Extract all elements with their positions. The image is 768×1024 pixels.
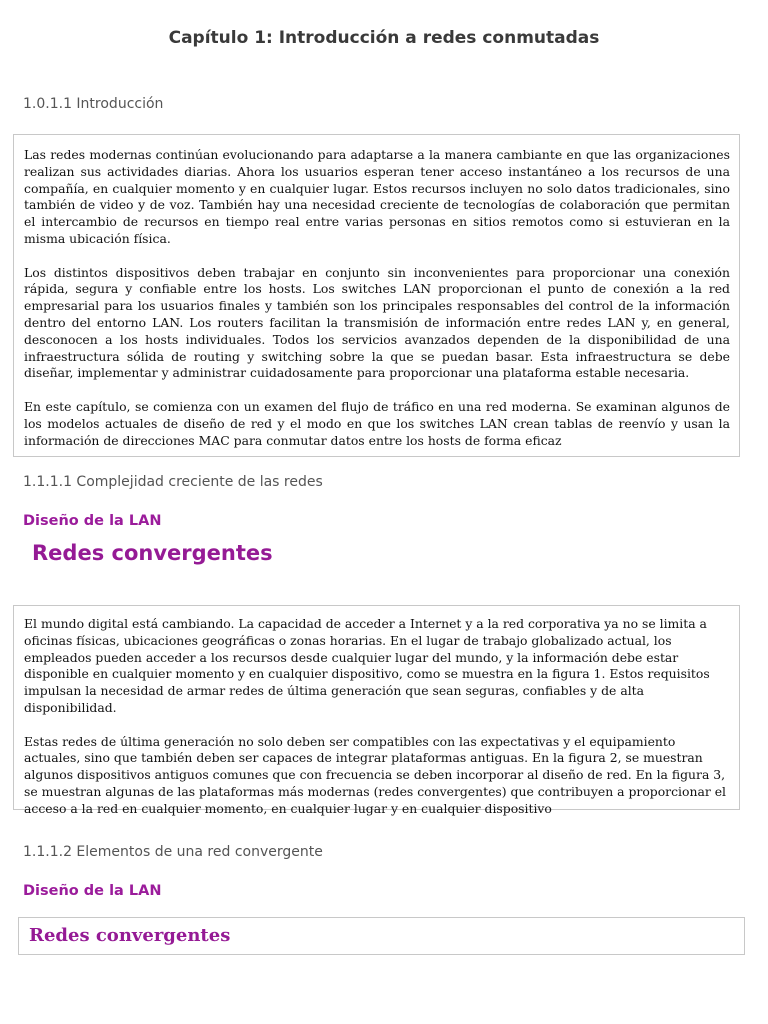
lan-design-label-2: Diseño de la LAN xyxy=(23,883,162,899)
chapter-title: Capítulo 1: Introducción a redes conmutadas xyxy=(168,28,600,48)
elements-heading: 1.1.1.2 Elementos de una red convergente xyxy=(23,844,323,860)
intro-paragraph-3: En este capítulo, se comienza con un examen del flujo de tráfico en una red moderna. Se examinan algunos de los modelos actuales de diseño de red y el modo en que los switches LAN crean tablas de reenvío y usan la información de direcciones MAC para conmutar datos entre los hosts de forma eficaz xyxy=(24,398,730,448)
converged-networks-title-2: Redes convergentes xyxy=(29,925,231,946)
intro-text-box xyxy=(13,134,740,457)
converged-paragraph-2: Estas redes de última generación no solo deben ser compatibles con las expectativas y el equipamiento actuales, sino que también deben ser capaces de integrar plataformas antiguas. En la figura 2, se muestran algunos dispositivos antiguos comunes que con frecuencia se deben incorporar al diseño de red. En la figura 3, se muestran algunas de las plataformas más modernas (redes convergentes) que contribuyen a proporcionar el acceso a la red en cualquier momento, en cualquier lugar y en cualquier dispositivo xyxy=(24,733,726,816)
intro-paragraph-2: Los distintos dispositivos deben trabajar en conjunto sin inconvenientes para proporcionar una conexión rápida, segura y confiable entre los hosts. Los switches LAN proporcionan el punto de conexión a la red empresarial para los usuarios finales y también son los principales responsables del control de la información dentro del entorno LAN. Los routers facilitan la transmisión de información entre redes LAN y, en general, desconocen a los hosts individuales. Todos los servicios avanzados dependen de la disponibilidad de una infraestructura sólida de routing y switching sobre la que se puedan basar. Esta infraestructura se debe diseñar, implementar y administrar cuidadosamente para proporcionar una plataforma estable necesaria. xyxy=(24,264,730,381)
converged-networks-heading-box xyxy=(18,917,745,955)
lan-design-label: Diseño de la LAN xyxy=(23,513,162,529)
converged-text-box xyxy=(13,605,740,816)
converged-paragraph-1: El mundo digital está cambiando. La capacidad de acceder a Internet y a la red corporativa ya no se limita a oficinas físicas, ubicaciones geográficas o zonas horarias. En el lugar de trabajo globalizado actual, los empleados pueden acceder a los recursos desde cualquier lugar del mundo, y la información debe estar disponible en cualquier momento y en cualquier dispositivo, como se muestra en la figura 1. Estos requisitos impulsan la necesidad de armar redes de última generación que sean seguras, confiables y de alta disponibilidad. xyxy=(24,616,710,715)
complexity-heading: 1.1.1.1 Complejidad creciente de las redes xyxy=(23,474,323,490)
intro-paragraph-1: Las redes modernas continúan evolucionando para adaptarse a la manera cambiante en que las organizaciones realizan sus actividades diarias. Ahora los usuarios esperan tener acceso instantáneo a los recursos de una compañía, en cualquier momento y en cualquier lugar. Estos recursos incluyen no solo datos tradicionales, sino también de video y de voz. También hay una necesidad creciente de tecnologías de colaboración que permitan el intercambio de recursos en tiempo real entre varias personas en sitios remotos como si estuvieran en la misma ubicación física. xyxy=(24,147,730,246)
converged-networks-title: Redes convergentes xyxy=(32,541,273,565)
intro-heading: 1.0.1.1 Introducción xyxy=(23,96,164,112)
